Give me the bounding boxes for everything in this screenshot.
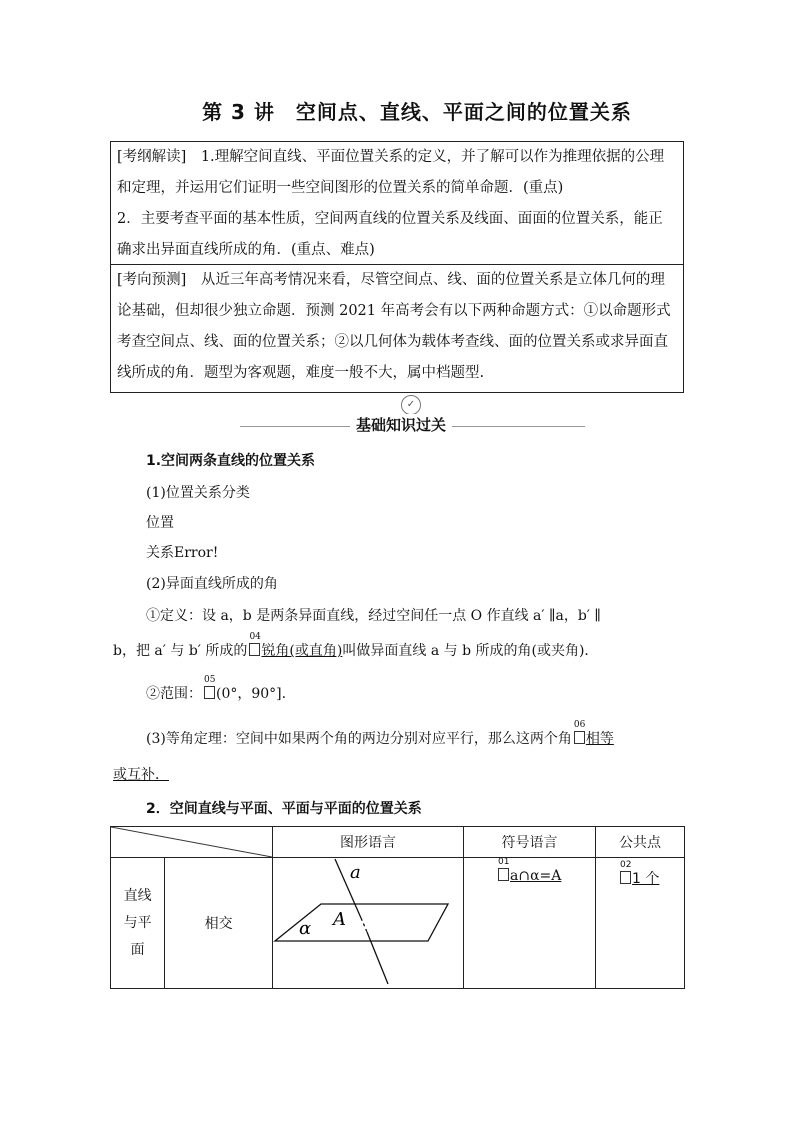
heading-2: 2．空间直线与平面、平面与平面的位置关系 [146, 801, 422, 817]
heading-1-2: (2)异面直线所成的角 [146, 576, 278, 592]
symbol-answer: a∩α=A [510, 868, 562, 884]
blank-marker-04: 04 [249, 643, 260, 656]
forecast-para: [考向预测] 从近三年高考情况来看，尽管空间点、线、面的位置关系是立体几何的理论基础，但却很少独立命题．预测 2021 年高考会有以下两种命题方式：①以命题形式考查空间点、线、面的位置关系；②以几何体为载体考查线、面的位置关系或求异面直线所成的角．题型为客观题，难度一般不大，属中档题型. [117, 272, 671, 381]
blank-marker-05: 05 [204, 686, 215, 699]
outline-para-1: [考纲解读] 1.理解空间直线、平面位置关系的定义，并了解可以作为推理依据的公理和定理，并运用它们证明一些空间图形的位置关系的简单命题．(重点) [117, 149, 665, 196]
blank-marker-06: 06 [574, 731, 585, 744]
range-line: ②范围： 05 (0°，90°]. [146, 675, 287, 702]
header-common: 公共点 [596, 827, 685, 858]
equal-angle-line-1: (3)等角定理：空间中如果两个角的两边分别对应平行，那么这两个角 06 相等 [146, 720, 614, 747]
equal-angle-line-2: 或互补． [113, 767, 169, 783]
line-label: a [350, 862, 361, 883]
row-type-label: 相交 [165, 858, 273, 989]
common-answer: 1 个 [632, 871, 660, 887]
point-label: A [333, 909, 346, 930]
definition-answer: 锐角(或直角) [261, 643, 343, 659]
heading-1-1: (1)位置关系分类 [146, 485, 250, 501]
row-group-label: 直线 与平 面 [111, 858, 165, 989]
forecast-tag: [考向预测] [117, 272, 187, 288]
relation-label: 关系Error! [146, 545, 219, 561]
header-symbol: 符号语言 [464, 827, 596, 858]
section-title: 基础知识过关 [350, 414, 452, 435]
heading-1: 1.空间两条直线的位置关系 [146, 453, 316, 469]
relation-table [110, 826, 685, 989]
line-intersects-plane-figure [273, 858, 463, 988]
equal-angle-answer: 相等 [585, 731, 614, 747]
forecast-box [110, 265, 684, 393]
figure-cell [273, 858, 464, 989]
definition-line-2: b，把 a′ 与 b′ 所成的 04 锐角(或直角)叫做异面直线 a 与 b 所成的角(或夹角)． [113, 632, 599, 659]
header-graphic: 图形语言 [273, 827, 464, 858]
table-corner-cell [111, 827, 273, 858]
blank-marker-02: 02 [620, 871, 631, 884]
page-title: 第 3 讲 空间点、直线、平面之间的位置关系 [202, 100, 632, 124]
common-cell [596, 858, 685, 989]
outline-tag: [考纲解读] [117, 149, 187, 165]
section-logo-icon: ✓ [401, 395, 421, 415]
plane-label: α [299, 918, 312, 939]
diagonal-line [111, 827, 272, 857]
outline-box [110, 141, 684, 265]
range-answer: (0°，90°]. [216, 686, 287, 702]
outline-para-2: 2．主要考查平面的基本性质，空间两直线的位置关系及线面、面面的位置关系，能正确求出异面直线所成的角．(重点、难点) [117, 211, 663, 258]
symbol-cell [464, 858, 596, 989]
blank-marker-01: 01 [498, 868, 509, 881]
definition-line-1: ①定义：设 a，b 是两条异面直线，经过空间任一点 O 作直线 a′ ∥a，b′ ∥ [146, 608, 601, 624]
position-label: 位置 [146, 515, 174, 531]
